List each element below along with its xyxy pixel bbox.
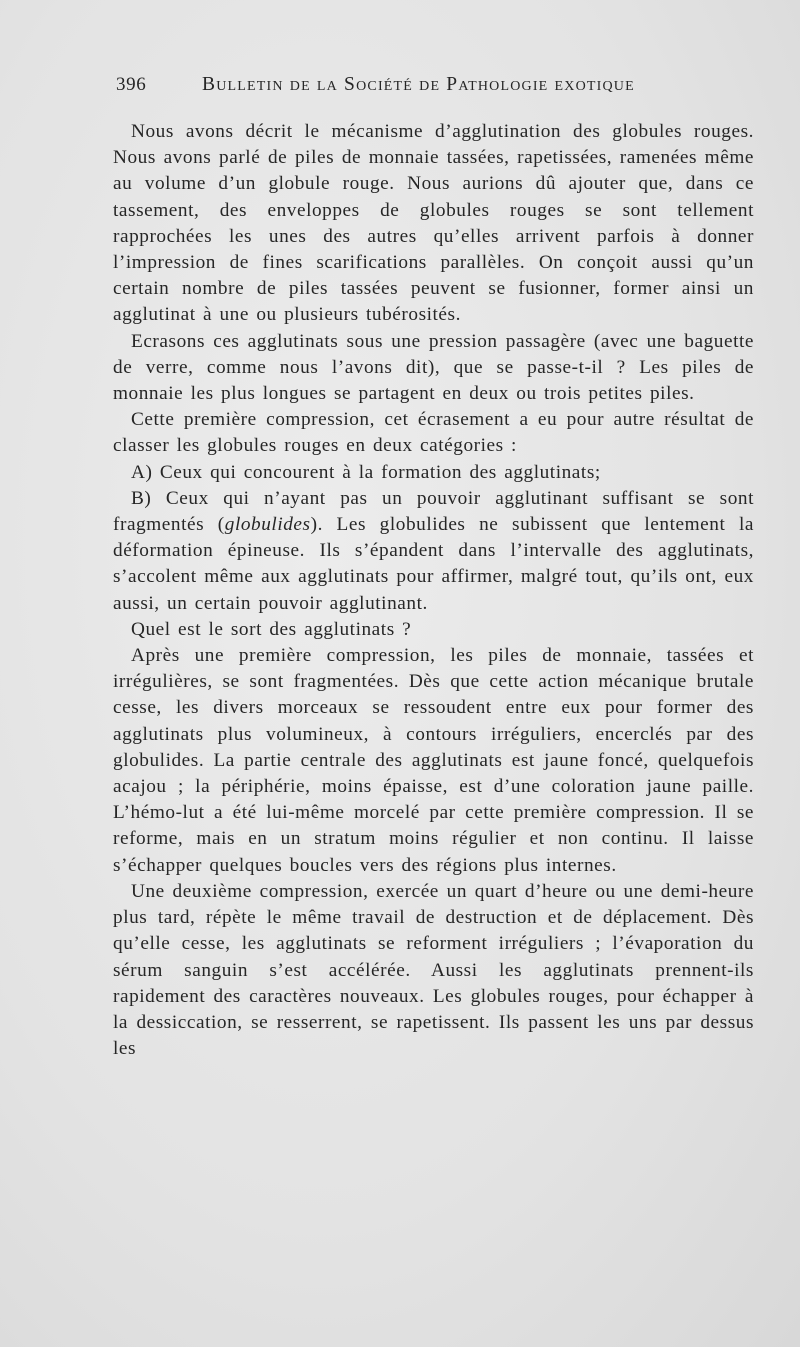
running-title: Bulletin de la Société de Pathologie exotique [202, 74, 635, 95]
category-b-text-end: ). Les globulides ne subissent que lentement la déformation épineuse. Ils s’épandent dans l’intervalle des agglutinats, s’accolent même aux agglutinats pour affirmer, malgré tout, qu’ils ont, eux aussi, un certain pouvoir agglutinant. [113, 514, 754, 614]
paragraph-question: Quel est le sort des agglutinats ? [131, 618, 412, 640]
paragraph-crushing: Ecrasons ces agglutinats sous une pression passagère (avec une baguette de verre, comme nous l’avons dit), que se passe-t-il ? Les piles de monnaie les plus longues se partagent en deux ou trois petites piles. [113, 330, 754, 405]
page-header [116, 74, 756, 104]
category-b-text-start: B) Ceux qui n’ayant pas un pouvoir agglutinant suffisant se sont fragmentés ( [113, 487, 754, 536]
paragraph-category-a: A) Ceux qui concourent à la formation des agglutinats; [131, 461, 601, 483]
paragraph-category-b [113, 486, 754, 617]
paragraph-second-compression: Une deuxième compression, exercée un quart d’heure ou une demi-heure plus tard, répète le même travail de destruction et de déplacement. Dès qu’elle cesse, les agglutinats se reforment irréguliers ; l’évaporation du sérum sanguin s’est accélérée. Aussi les agglutinats prennent-ils rapidement des caractères nouveaux. Les globules rouges, pour échapper à la dessiccation, se resserrent, se rapetissent. Ils passent les uns par dessus les [113, 880, 754, 1060]
paragraph-first-compression: Cette première compression, cet écrasement a eu pour autre résultat de classer les globules rouges en deux catégories : [113, 409, 754, 457]
paragraph-mechanism: Nous avons décrit le mécanisme d’agglutination des globules rouges. Nous avons parlé de piles de monnaie tassées, rapetissées, ramenées même au volume d’un globule rouge. Nous aurions dû ajouter que, dans ce tassement, des enveloppes de globules rouges se sont tellement rapprochées les unes des autres qu’elles arrivent parfois à donner l’impression de fines scarifications parallèles. On conçoit aussi qu’un certain nombre de piles tassées peuvent se fusionner, former ainsi un agglutinat à une ou plusieurs tubérosités. [113, 121, 754, 326]
page-number: 396 [116, 74, 147, 95]
globulides-term: globulides [224, 514, 311, 536]
paragraph-after-first-compression: Après une première compression, les piles de monnaie, tassées et irrégulières, se sont fragmentées. Dès que cette action mécanique brutale cesse, les divers morceaux se ressoudent entre eux pour former des agglutinats plus volumineux, à contours irréguliers, encerclés par des globulides. La partie centrale des agglutinats est jaune foncé, quelquefois acajou ; la périphérie, moins épaisse, est d’une coloration jaune paille. L’hémo-lut a été lui-même morcelé par cette première compression. Il se reforme, mais en un stratum moins régulier et non continu. Il laisse s’échapper quelques boucles vers des régions plus internes. [113, 645, 754, 876]
body-text [113, 119, 754, 1062]
